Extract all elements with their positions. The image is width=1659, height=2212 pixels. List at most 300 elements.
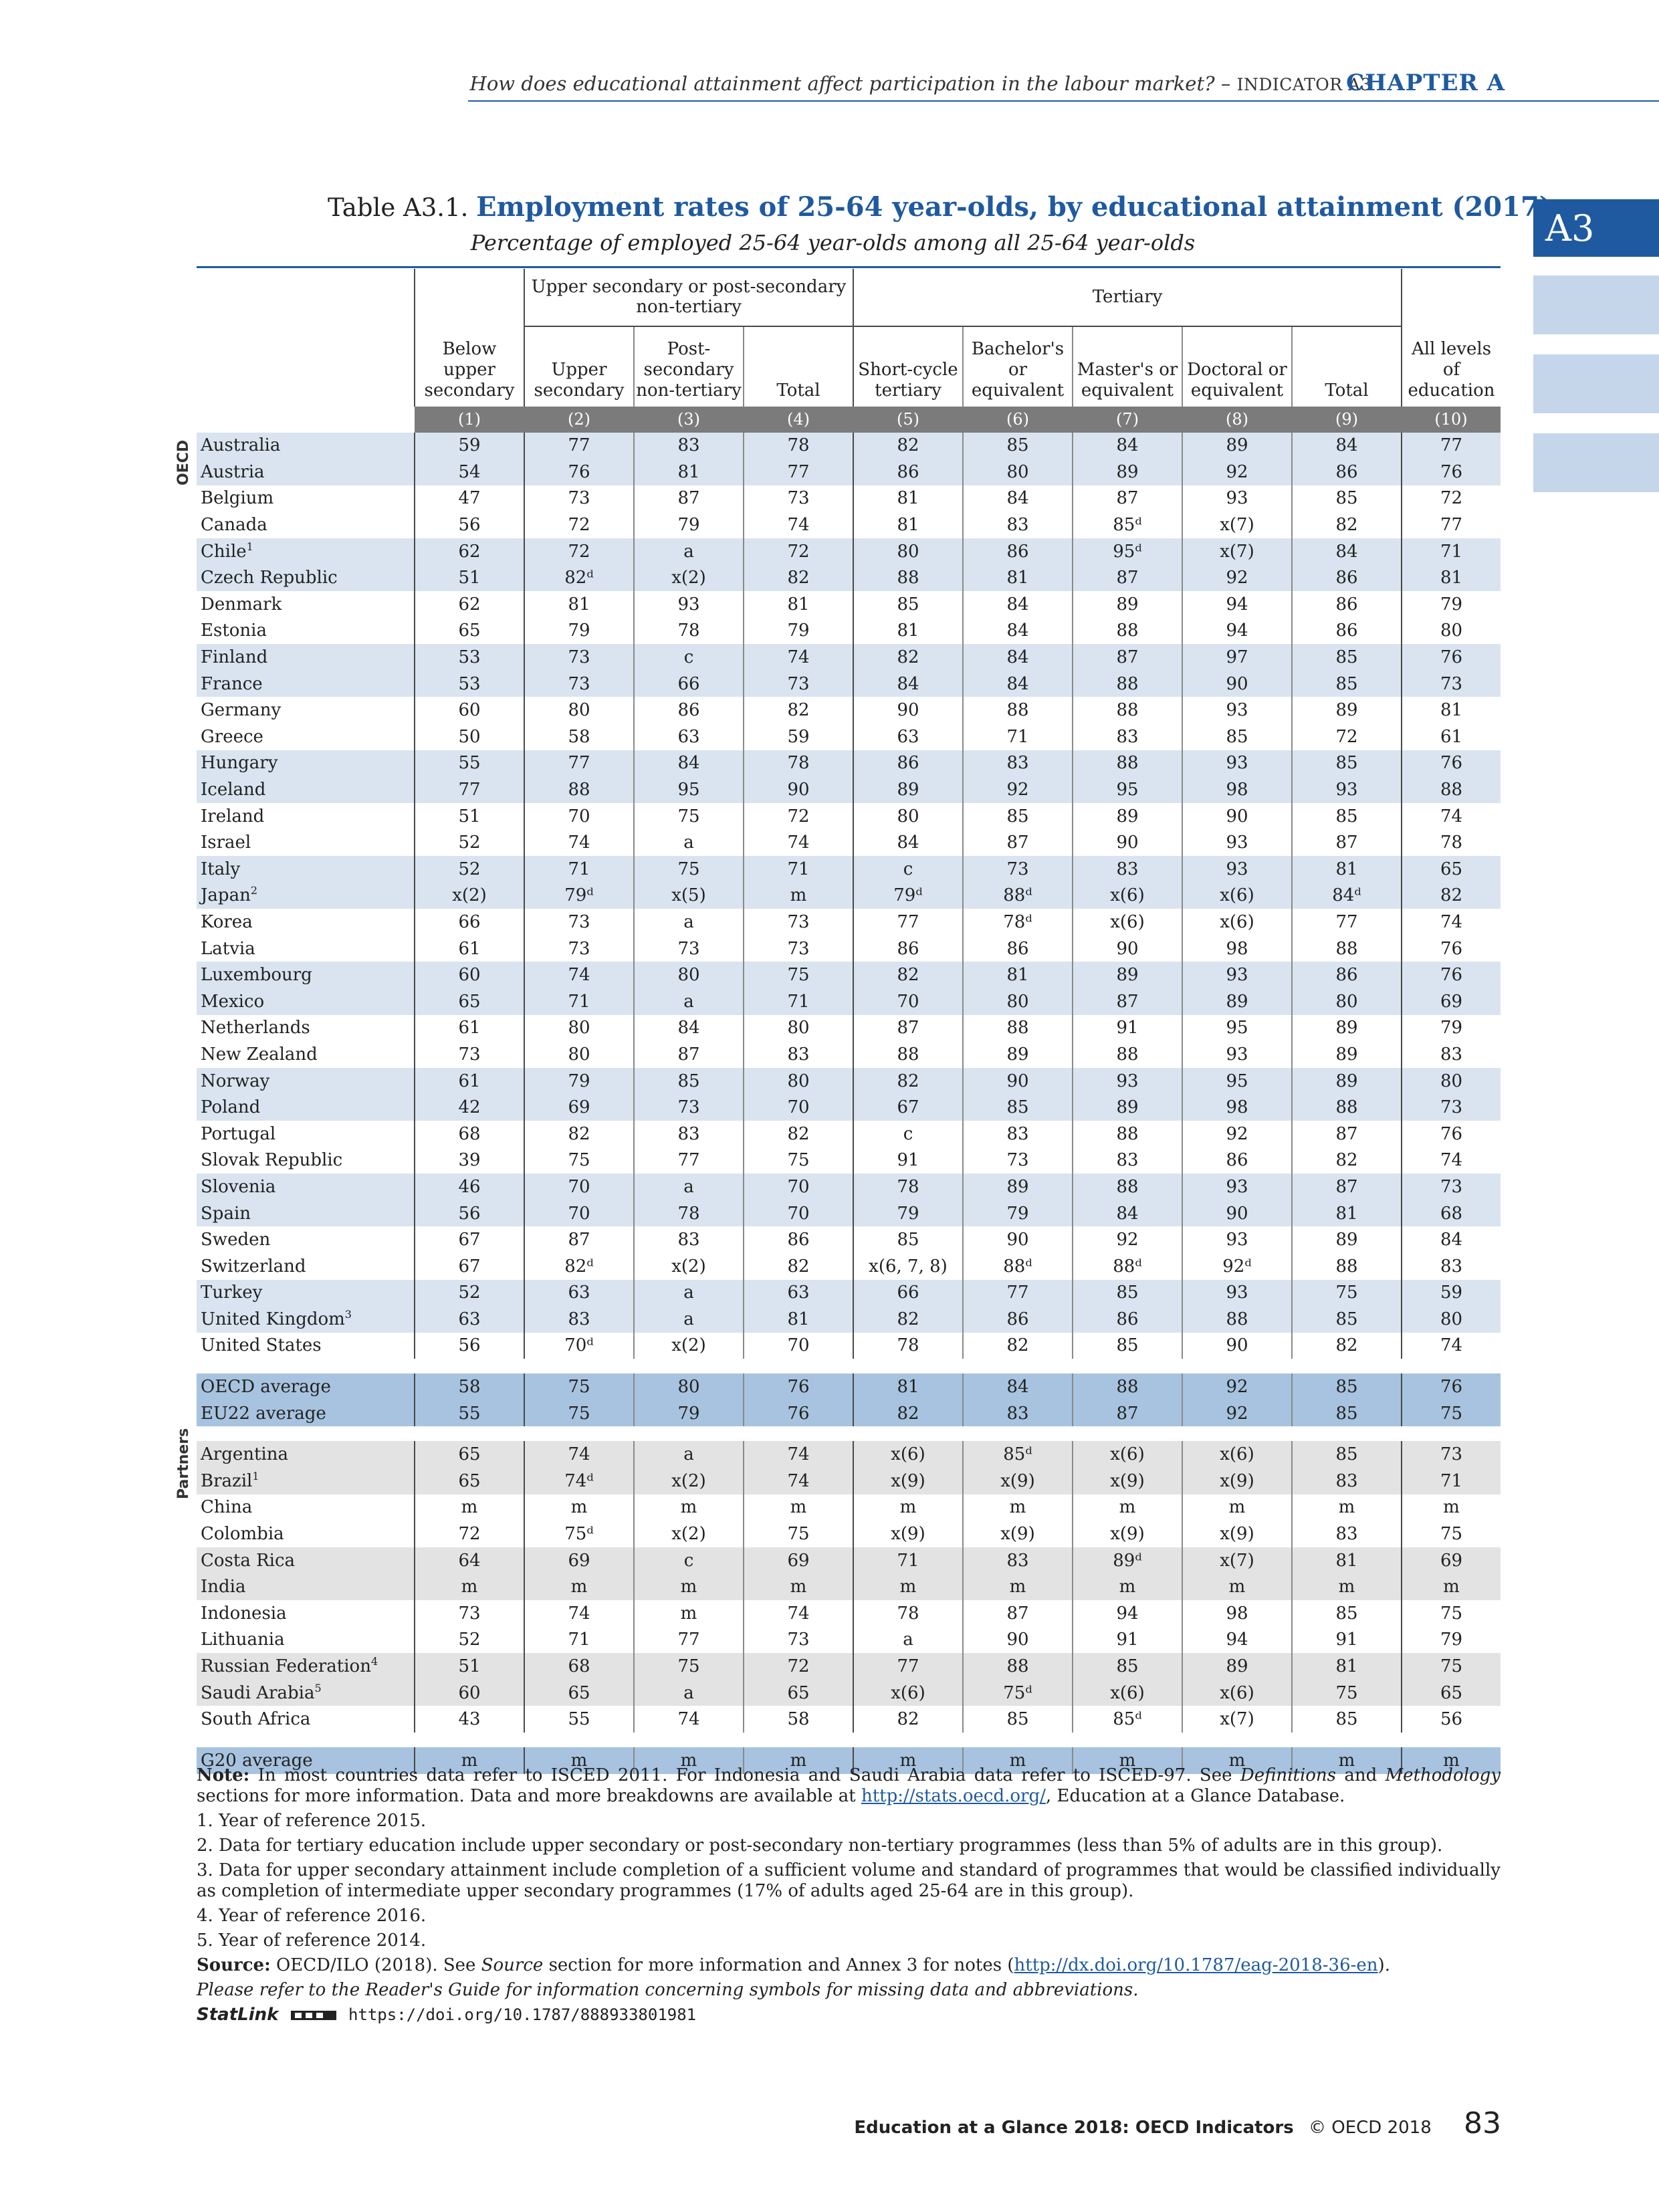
country-name: Russian Federation$^4$ [197,1653,415,1680]
table-cell: 91 [1073,1627,1182,1654]
table-cell: 75 [634,856,744,883]
chapter-tab-blank-2[interactable] [1533,354,1659,413]
table-cell: 73 [1402,671,1501,697]
table-cell: 85 [1292,644,1402,671]
table-cell: 77 [853,1653,963,1680]
table-cell: 65 [415,988,524,1015]
table-cell: 88 [853,1041,963,1068]
partners-side-label: Partners [175,1428,192,1499]
table-row [197,697,1501,724]
table-cell: m [634,1573,744,1600]
table-row [197,538,1501,565]
note-paragraph: Note: In most countries data refer to ISCED 2011. For Indonesia and Saudi Arabia data refer to ISCED-97. See Definitions and Methodology sections for more information. Data and more breakdowns are available at http://stats.oecd.org/, Education at a Glance Database. [197,1765,1501,1806]
table-cell: 62 [415,538,524,565]
table-cell: 75 [524,1147,634,1174]
table-cell: 77 [963,1280,1073,1307]
table-cell: 86 [1182,1147,1292,1174]
table-cell: x(6) [1182,1441,1292,1468]
table-row [197,1121,1501,1147]
table-cell: 74 [1402,909,1501,935]
table-row [197,1680,1501,1706]
table-cell: 74 [1402,1147,1501,1174]
table-row [197,1253,1501,1280]
table-cell: 82 [744,1121,853,1147]
table-cell: 69 [1402,988,1501,1015]
table-cell: 81 [1292,1547,1402,1574]
column-number: (3) [634,407,744,433]
table-cell: 89 [1182,1653,1292,1680]
table-row [197,909,1501,935]
table-cell: 76 [524,459,634,485]
table-cell: 68 [524,1653,634,1680]
table-cell: 85 [1182,724,1292,750]
country-name: Greece [201,726,263,747]
table-cell: m [1073,1747,1182,1774]
table-cell: 54 [415,459,524,485]
table-cell: a [634,538,744,565]
country-name: Hungary [197,750,415,777]
table-cell: 68 [1402,1200,1501,1227]
table-cell: 70 [853,988,963,1015]
table-cell: x(2) [415,883,524,909]
chapter-tab-blank-3[interactable] [1533,433,1659,492]
table-cell: 90 [1182,1200,1292,1227]
table-cell: 87 [634,1041,744,1068]
table-cell: a [853,1627,963,1654]
chapter-tab-blank-1[interactable] [1533,275,1659,334]
table-row [197,1627,1501,1654]
table-cell: c [634,644,744,671]
table-cell: 82 [1292,512,1402,538]
table-cell: 84 [853,829,963,856]
footnote-4: 4. Year of reference 2016. [197,1906,427,1926]
table-row [197,1600,1501,1627]
running-title: How does educational attainment affect participation in the labour market? – [469,72,1231,95]
table-cell: 60 [415,1680,524,1706]
table-cell: 79 [634,1400,744,1427]
table-cell: 87 [1073,1400,1182,1427]
table-cell: 74 [524,1600,634,1627]
table-cell: 70 [524,1174,634,1200]
table-cell: 84 [963,618,1073,645]
statlink-url[interactable]: https://doi.org/10.1787/888933801981 [348,2005,697,2024]
table-cell: x(7) [1182,1547,1292,1574]
table-cell: 87 [634,485,744,512]
table-cell: 85 [963,433,1073,459]
table-cell: m [415,1747,524,1774]
table-cell: x(9) [1073,1468,1182,1495]
table-cell: 74 [744,1468,853,1495]
table-cell: 88 [1073,1041,1182,1068]
table-cell: 88 [1292,1253,1402,1280]
table-cell: x(6) [1073,909,1182,935]
table-cell: 63 [415,1306,524,1333]
table-cell: 94 [1073,1600,1182,1627]
table-cell: 90 [963,1627,1073,1654]
table-cell: 83 [963,1121,1073,1147]
table-cell: x(9) [853,1468,963,1495]
country-name: Luxembourg [197,962,415,988]
table-cell: 89 [1292,1041,1402,1068]
table-cell: 90 [853,697,963,724]
table-cell: 92 [1073,1226,1182,1253]
table-cell: 93 [1182,962,1292,988]
table-cell: 81 [1292,1653,1402,1680]
table-cell: 83 [1402,1253,1501,1280]
table-cell: 73 [1402,1094,1501,1121]
table-cell: 88ᵈ [1073,1253,1182,1280]
table-cell: 85 [1292,1600,1402,1627]
table-cell: x(6) [1073,1680,1182,1706]
country-name: Norway [197,1068,415,1095]
table-cell: 89 [1292,697,1402,724]
table-cell: 80 [634,962,744,988]
table-cell: 85 [634,1068,744,1095]
table-cell: 94 [1182,1627,1292,1654]
table-cell: 82 [853,1306,963,1333]
table-cell: m [1182,1747,1292,1774]
table-cell: 90 [963,1068,1073,1095]
table-cell: 55 [415,1400,524,1427]
table-cell: 77 [634,1627,744,1654]
table-cell: 85 [1292,803,1402,830]
table-cell: 86 [853,750,963,777]
table-cell: 39 [415,1147,524,1174]
table-cell: 79 [634,512,744,538]
table-row [197,644,1501,671]
table-cell: 71 [963,724,1073,750]
table-cell: 95 [1182,1068,1292,1095]
table-row [197,829,1501,856]
table-cell: 85 [963,1706,1073,1733]
table-cell: c [853,856,963,883]
table-cell: 73 [744,1627,853,1654]
country-name: Mexico [197,988,415,1015]
country-name: Chile$^1$ [197,538,415,565]
table-cell: 74 [744,512,853,538]
table-cell: 91 [853,1147,963,1174]
table-cell: 83 [963,750,1073,777]
table-cell: x(2) [634,1521,744,1547]
table-cell: 77 [524,750,634,777]
table-cell: 80 [1402,1306,1501,1333]
table-cell: 79ᵈ [853,883,963,909]
table-cell: 84 [963,644,1073,671]
table-cell: 79 [524,618,634,645]
table-cell: 82ᵈ [524,564,634,591]
table-cell: 87 [524,1226,634,1253]
table-cell: 73 [744,485,853,512]
table-cell: m [524,1495,634,1521]
table-cell: 77 [1402,512,1501,538]
table-cell: 70 [524,803,634,830]
table-cell: 86 [634,697,744,724]
table-cell: 83 [1073,856,1182,883]
table-cell: 77 [524,433,634,459]
table-cell: m [1292,1495,1402,1521]
publication-title: Education at a Glance 2018: OECD Indicators [854,2118,1294,2138]
table-cell: 93 [634,591,744,618]
table-cell: 61 [415,1068,524,1095]
table-cell: 73 [634,1094,744,1121]
table-cell: 83 [963,1547,1073,1574]
table-row [197,1041,1501,1068]
country-name: France [197,671,415,697]
table-cell: 74 [1402,803,1501,830]
table-cell: 80 [524,1041,634,1068]
table-cell: 90 [1073,935,1182,962]
table-row [197,1441,1501,1468]
table-row [197,962,1501,988]
table-cell: 88 [963,1653,1073,1680]
table-cell: 93 [1182,697,1292,724]
country-name: New Zealand [201,1044,318,1065]
table-cell: 88 [1073,671,1182,697]
table-cell: 86 [1292,962,1402,988]
table-cell: 70 [744,1200,853,1227]
column-number: (4) [744,407,853,433]
table-cell: 76 [1402,1373,1501,1400]
table-cell: 82 [1292,1333,1402,1359]
table-cell: 83 [1402,1041,1501,1068]
table-cell: 79 [1402,591,1501,618]
table-cell: 56 [415,512,524,538]
table-cell: x(6) [1182,1680,1292,1706]
table-cell: 75 [744,1147,853,1174]
table-cell: 74 [1402,1333,1501,1359]
column-header: Below upper secondary [415,326,524,407]
table-cell: 80 [1292,988,1402,1015]
table-cell: m [744,1573,853,1600]
table-cell: 74 [744,1600,853,1627]
country-name: Saudi Arabia$^5$ [197,1680,415,1706]
table-cell: 88 [1292,935,1402,962]
table-cell: 75 [1402,1600,1501,1627]
table-cell: 80 [524,1015,634,1042]
table-cell: 51 [415,803,524,830]
column-number: (7) [1073,407,1182,433]
country-name: Argentina [197,1441,415,1468]
table-cell: 75 [744,962,853,988]
table-title [328,191,1552,223]
table-cell: 82 [744,564,853,591]
table-cell: m [1292,1747,1402,1774]
table-cell: 82 [853,1400,963,1427]
table-cell: 75 [524,1373,634,1400]
table-cell: 80 [1402,618,1501,645]
table-cell: 83 [524,1306,634,1333]
table-cell: 84 [963,485,1073,512]
table-cell: 72 [1402,485,1501,512]
table-cell: 88 [963,1015,1073,1042]
table-cell: 87 [1073,564,1182,591]
table-cell: 56 [415,1200,524,1227]
page-number: 83 [1464,2106,1501,2140]
table-row [197,1468,1501,1495]
table-cell: 80 [744,1015,853,1042]
table-cell: 82 [853,644,963,671]
table-cell: 60 [415,962,524,988]
table-cell: 82 [963,1333,1073,1359]
table-cell: 87 [853,1015,963,1042]
table-cell: 75 [524,1400,634,1427]
table-cell: m [853,1573,963,1600]
table-cell: 76 [1402,459,1501,485]
table-row [197,776,1501,803]
table-cell: a [634,1280,744,1307]
country-name: Belgium [201,488,274,509]
table-row [197,1573,1501,1600]
table-cell: 79 [1402,1015,1501,1042]
table-cell: 83 [634,433,744,459]
column-header: Total [1292,326,1402,407]
table-cell: 85 [1073,1280,1182,1307]
table-cell: 52 [415,829,524,856]
table-cell: 79 [524,1068,634,1095]
table-cell: 82 [744,697,853,724]
table-cell: 77 [853,909,963,935]
table-cell: 88 [1402,776,1501,803]
table-cell: a [634,988,744,1015]
indicator-label: INDICATOR A3 [1236,75,1371,94]
table-cell: 83 [634,1121,744,1147]
column-number: (6) [963,407,1073,433]
table-subtitle: Percentage of employed 25-64 year-olds among all 25-64 year-olds [470,230,1196,255]
table-cell: a [634,1441,744,1468]
table-cell: 73 [524,671,634,697]
footnote-5: 5. Year of reference 2014. [197,1930,427,1951]
country-name: United States [201,1335,322,1356]
table-cell: 77 [1402,433,1501,459]
table-cell: 77 [1292,909,1402,935]
table-cell: 90 [1073,829,1182,856]
table-cell: 85 [1073,1653,1182,1680]
table-cell: 73 [1402,1441,1501,1468]
table-cell: a [634,1680,744,1706]
table-cell: 58 [744,1706,853,1733]
table-cell: 95ᵈ [1073,538,1182,565]
table-cell: 52 [415,1280,524,1307]
table-row [197,459,1501,485]
country-name: Iceland [197,776,415,803]
table-cell: 85 [963,803,1073,830]
header-rule [468,100,1659,102]
table-cell: x(9) [963,1521,1073,1547]
table-cell: x(7) [1182,538,1292,565]
table-cell: 42 [415,1094,524,1121]
table-cell: 81 [1292,1200,1402,1227]
table-cell: 78 [853,1174,963,1200]
table-cell: 85ᵈ [963,1441,1073,1468]
table-cell: 80 [963,988,1073,1015]
table-cell: 77 [415,776,524,803]
table-cell: 70 [744,1094,853,1121]
table-cell: 94 [1182,618,1292,645]
table-cell: 65 [1402,856,1501,883]
table-cell: 88ᵈ [963,1253,1073,1280]
table-cell: 67 [415,1226,524,1253]
doi-link[interactable]: http://dx.doi.org/10.1787/eag-2018-36-en [1014,1955,1378,1975]
table-cell: 88 [524,776,634,803]
table-cell: 59 [744,724,853,750]
table-cell: 62 [415,591,524,618]
table-cell: 83 [1292,1521,1402,1547]
table-cell: 76 [744,1400,853,1427]
table-cell: 53 [415,671,524,697]
country-name: Czech Republic [197,564,415,591]
table-cell: m [744,1747,853,1774]
table-notes [197,1765,1501,2029]
table-cell: 92ᵈ [1182,1253,1292,1280]
table-cell: 85 [1292,1441,1402,1468]
country-name: Germany [201,700,282,721]
table-cell: 87 [963,829,1073,856]
column-number: (10) [1402,407,1501,433]
table-cell: 75 [634,803,744,830]
table-cell: 72 [744,1653,853,1680]
table-cell: 70 [744,1174,853,1200]
country-name: Poland [197,1094,415,1121]
table-cell: m [744,883,853,909]
table-row [197,856,1501,883]
table-cell: 74 [744,644,853,671]
table-cell: m [415,1495,524,1521]
chapter-tab-a3[interactable]: A3 [1533,199,1659,257]
table-cell: 85 [1292,750,1402,777]
table-cell: 65 [1402,1680,1501,1706]
table-cell: 82 [744,1253,853,1280]
table-cell: 73 [744,935,853,962]
table-cell: 78 [744,750,853,777]
stats-oecd-link[interactable]: http://stats.oecd.org/ [861,1786,1046,1806]
table-cell: 81 [963,962,1073,988]
table-cell: 85 [1292,1306,1402,1333]
table-cell: 52 [415,856,524,883]
table-row [197,803,1501,830]
table-cell: 76 [1402,962,1501,988]
table-row [197,1174,1501,1200]
table-cell: 76 [1402,1121,1501,1147]
table-cell: a [634,1306,744,1333]
table-row [197,935,1501,962]
table-cell: x(9) [1182,1468,1292,1495]
table-cell: 86 [1292,564,1402,591]
country-name: Portugal [201,1123,276,1144]
table-cell: 88 [1292,1094,1402,1121]
table-cell: 89 [1073,459,1182,485]
table-cell: 86 [853,935,963,962]
table-cell: 65 [415,1441,524,1468]
table-cell: 65 [744,1680,853,1706]
table-row [197,1306,1501,1333]
table-cell: 73 [744,909,853,935]
table-cell: 55 [415,750,524,777]
table-cell: 89 [1073,591,1182,618]
table-cell: 83 [963,512,1073,538]
table-cell: 86 [853,459,963,485]
country-name: Denmark [201,594,282,615]
column-header: Total [744,326,853,407]
table-cell: 85 [853,591,963,618]
table-row [197,1521,1501,1547]
table-cell: 72 [744,538,853,565]
table-cell: 86 [1292,591,1402,618]
table-cell: x(5) [634,883,744,909]
table-cell: x(6) [853,1441,963,1468]
country-name: EU22 average [197,1400,415,1427]
table-cell: 46 [415,1174,524,1200]
table-cell: 72 [524,538,634,565]
